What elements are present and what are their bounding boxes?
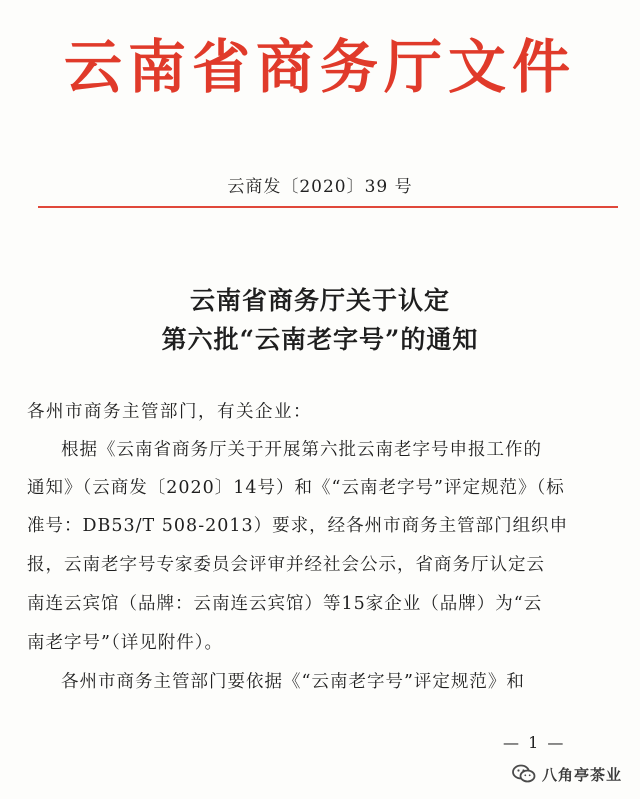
body-line: 准号：DB53/T 508-2013）要求，经各州市商务主管部门组织申	[27, 516, 569, 536]
watermark	[512, 761, 622, 787]
body-line: 南连云宾馆（品牌：云南连云宾馆）等15家企业（品牌）为“云	[27, 594, 543, 614]
salutation: 各州市商务主管部门，有关企业：	[27, 402, 312, 422]
body-line: 根据《云南省商务厅关于开展第六批云南老字号申报工作的	[61, 440, 542, 460]
page-number: — 1 —	[503, 733, 566, 752]
notice-title-line-1: 云南省商务厅关于认定	[189, 286, 450, 315]
document-header-title: 云南省商务厅文件	[63, 33, 576, 101]
body-line: 报，云南老字号专家委员会评审并经社会公示，省商务厅认定云	[27, 555, 545, 575]
body-line: 通知》（云商发〔2020〕14号）和《“云南老字号”评定规范》（标	[27, 478, 565, 498]
document-number: 云商发〔2020〕39 号	[227, 177, 413, 197]
header-divider	[38, 206, 618, 208]
notice-title-line-2: 第六批“云南老字号”的通知	[161, 325, 479, 354]
wechat-icon	[512, 763, 536, 785]
body-line: 各州市商务主管部门要依据《“云南老字号”评定规范》和	[61, 672, 525, 692]
watermark-text: 八角亭茶业	[541, 765, 622, 784]
body-line: 南老字号”（详见附件）。	[27, 633, 223, 653]
